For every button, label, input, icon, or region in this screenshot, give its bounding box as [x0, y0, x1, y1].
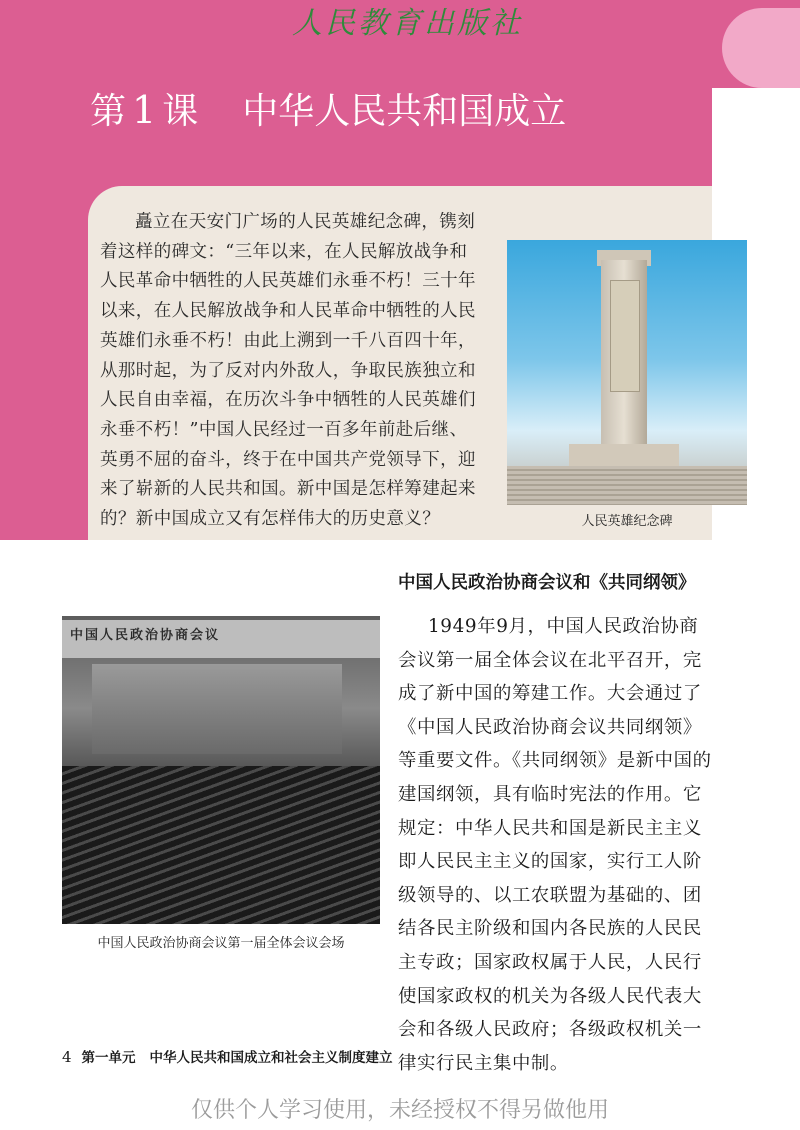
footer-unit: 第一单元	[81, 1050, 136, 1066]
lesson-number: 1	[132, 88, 157, 132]
intro-text: 矗立在天安门广场的人民英雄纪念碑，镌刻着这样的碑文：“三年以来，在人民解放战争和人民革命中牺牲的人民英雄们永垂不朽！三十年以来，在人民解放战争和人民革命中牺牲的人民英雄们永垂不朽！由此上溯到一千八百四十年，从那时起，为了反对内外敌人，争取民族独立和人民自由幸福，在历次斗争中牺牲的人民英雄们永垂不朽！”中国人民经过一百多年前赴后继、英勇不屈的奋斗，终于在中国共产党领导下，迎来了崭新的人民共和国。新中国是怎样筹建起来的？新中国成立又有怎样伟大的历史意义？	[100, 212, 476, 530]
lesson-title	[90, 82, 566, 138]
section-body-text: 1949年9月，中国人民政治协商会议第一届全体会议在北平召开，完成了新中国的筹建工作。大会通过了《中国人民政治协商会议共同纲领》等重要文件。《共同纲领》是新中国的建国纲领，具有临时宪法的作用。它规定：中华人民共和国是新民主主义即人民民主主义的国家，实行工人阶级领导的、以工农联盟为基础的、团结各民主阶级和国内各民族的人民民主专政；国家政权属于人民，人民行使国家政权的机关为各级人民代表大会和各级人民政府；各级政权机关一律实行民主集中制。	[398, 616, 712, 1074]
session-banner-text: 中国人民政治协商会议	[70, 628, 221, 643]
lesson-prefix: 第	[90, 91, 127, 132]
page-number: 4	[62, 1048, 72, 1066]
lesson-suffix: 课	[162, 91, 199, 132]
session-photo	[62, 616, 380, 924]
intro-paragraph	[100, 208, 484, 535]
lesson-title-text: 中华人民共和国成立	[242, 91, 567, 132]
footer-unit-title: 中华人民共和国成立和社会主义制度建立	[149, 1050, 393, 1066]
monument-photo	[507, 240, 747, 505]
publisher-logo: 人民教育出版社	[292, 6, 523, 41]
session-caption: 中国人民政治协商会议第一届全体会议会场	[97, 936, 345, 951]
section-title: 中国人民政治协商会议和《共同纲领》	[398, 573, 696, 593]
monument-caption: 人民英雄纪念碑	[581, 514, 673, 529]
watermark: 仅供个人学习使用，未经授权不得另做他用	[190, 1098, 609, 1123]
page-footer	[62, 1046, 393, 1068]
section-body	[398, 610, 714, 1080]
header-corner-tab	[722, 8, 800, 88]
